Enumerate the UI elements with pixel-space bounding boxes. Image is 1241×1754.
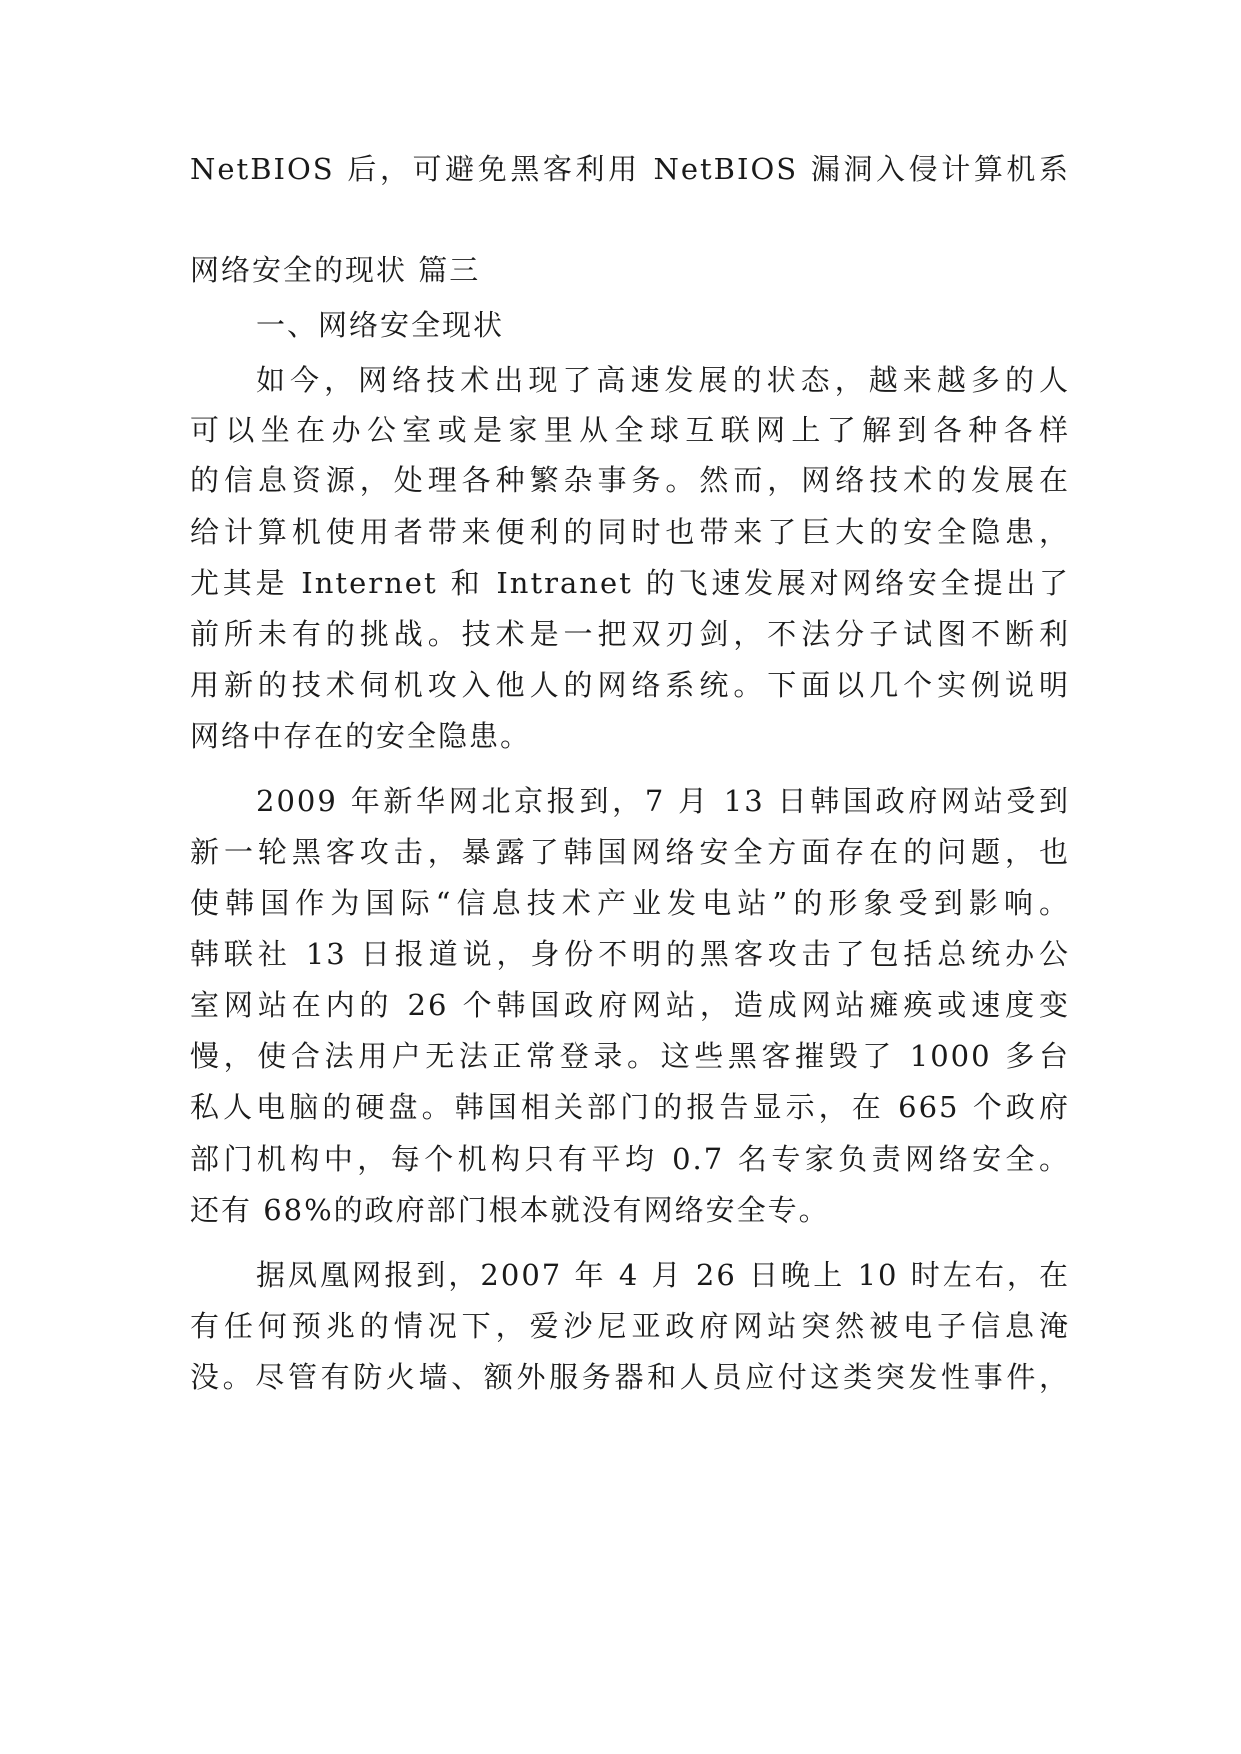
section-title: 网络安全的现状 篇三 bbox=[190, 253, 481, 287]
continuation-line: NetBIOS 后，可避免黑客利用 NetBIOS 漏洞入侵计算机系 bbox=[190, 152, 1070, 186]
paragraph-3-line: 有任何预兆的情况下，爱沙尼亚政府网站突然被电子信息淹 bbox=[190, 1309, 1070, 1343]
paragraph-1-line: 给计算机使用者带来便利的同时也带来了巨大的安全隐患， bbox=[190, 515, 1070, 549]
subheading: 一、网络安全现状 bbox=[256, 308, 505, 342]
paragraph-2-line: 还有 68%的政府部门根本就没有网络安全专。 bbox=[190, 1193, 830, 1227]
paragraph-2-line: 新一轮黑客攻击，暴露了韩国网络安全方面存在的问题，也 bbox=[190, 835, 1070, 869]
paragraph-1-line: 如今，网络技术出现了高速发展的状态，越来越多的人 bbox=[256, 363, 1070, 397]
paragraph-2-line: 韩联社 13 日报道说，身份不明的黑客攻击了包括总统办公 bbox=[190, 937, 1070, 971]
paragraph-3-line: 据凤凰网报到，2007 年 4 月 26 日晚上 10 时左右，在 bbox=[256, 1258, 1070, 1292]
paragraph-1-line: 尤其是 Internet 和 Intranet 的飞速发展对网络安全提出了 bbox=[190, 566, 1070, 600]
paragraph-2-line: 室网站在内的 26 个韩国政府网站，造成网站瘫痪或速度变 bbox=[190, 988, 1070, 1022]
paragraph-2-line: 使韩国作为国际“信息技术产业发电站”的形象受到影响。 bbox=[190, 886, 1070, 920]
paragraph-2-line: 2009 年新华网北京报到，7 月 13 日韩国政府网站受到 bbox=[256, 784, 1070, 818]
paragraph-1-line: 用新的技术伺机攻入他人的网络系统。下面以几个实例说明 bbox=[190, 668, 1070, 702]
paragraph-1-line: 的信息资源，处理各种繁杂事务。然而，网络技术的发展在 bbox=[190, 463, 1070, 497]
paragraph-3-line: 没。尽管有防火墙、额外服务器和人员应付这类突发性事件， bbox=[190, 1360, 1070, 1394]
paragraph-1-line: 可以坐在办公室或是家里从全球互联网上了解到各种各样 bbox=[190, 413, 1070, 447]
paragraph-1-line: 前所未有的挑战。技术是一把双刃剑，不法分子试图不断利 bbox=[190, 617, 1070, 651]
paragraph-2-line: 慢，使合法用户无法正常登录。这些黑客摧毁了 1000 多台 bbox=[190, 1039, 1070, 1073]
paragraph-2-line: 私人电脑的硬盘。韩国相关部门的报告显示，在 665 个政府 bbox=[190, 1090, 1070, 1124]
paragraph-1-line: 网络中存在的安全隐患。 bbox=[190, 719, 532, 753]
paragraph-2-line: 部门机构中，每个机构只有平均 0.7 名专家负责网络安全。 bbox=[190, 1142, 1070, 1176]
